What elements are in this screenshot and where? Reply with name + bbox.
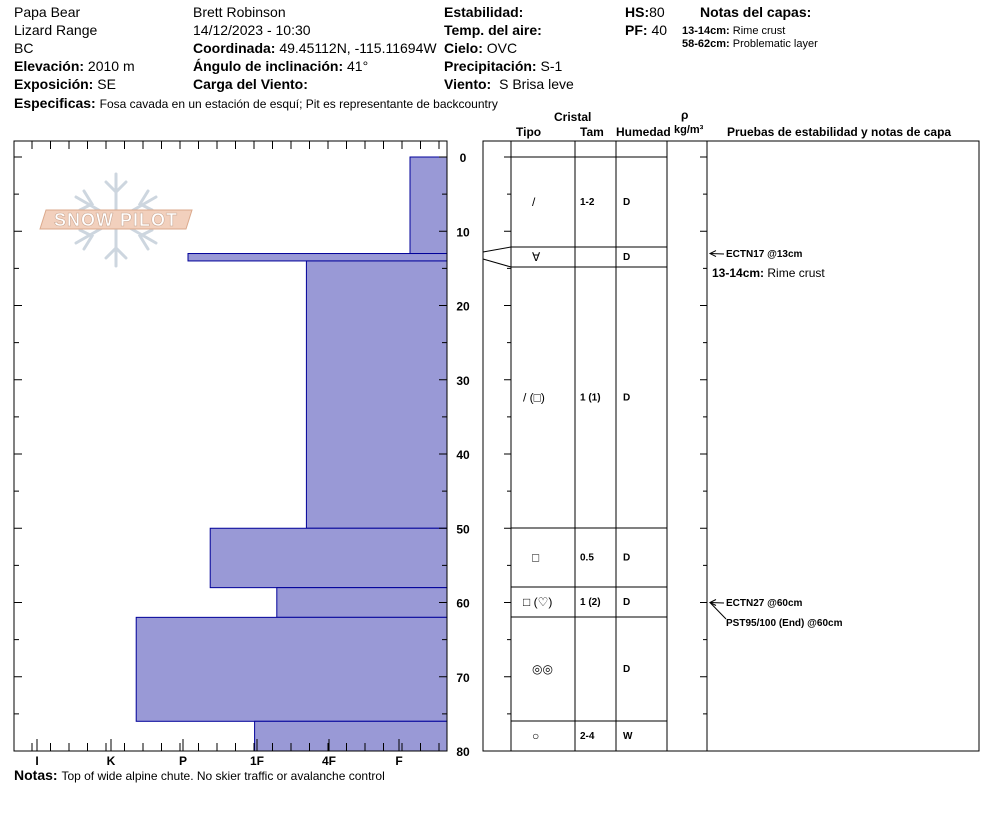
wind-value: S Brisa leve <box>499 76 574 92</box>
moisture-6: D <box>623 664 631 675</box>
stability-test-3: PST95/100 (End) @60cm <box>726 618 843 629</box>
depth-tick-label: 50 <box>456 522 470 537</box>
specifics-label: Especificas: <box>14 95 96 111</box>
size-header: Tam <box>580 125 604 139</box>
sky-label: Cielo: <box>444 40 483 56</box>
density-unit: kg/m³ <box>674 124 704 136</box>
depth-tick-label: 40 <box>456 448 470 462</box>
moisture-7: W <box>623 731 633 742</box>
connector-line <box>483 259 511 267</box>
layer-notes-title: Notas del capas: <box>700 4 812 20</box>
stability-test-1: ECTN17 @13cm <box>726 249 803 260</box>
crystal-header: Cristal <box>554 110 592 124</box>
notes-value: Top of wide alpine chute. No skier traffic or avalanche control <box>61 769 385 783</box>
hs-value: 80 <box>649 4 665 20</box>
crystal-size-4: 0.5 <box>580 552 594 564</box>
crystal-type-6: ◎◎ <box>532 662 553 676</box>
aspect-value: SE <box>97 76 116 92</box>
hardness-tick-label: I <box>35 754 39 768</box>
crystal-type-2: ∀ <box>532 250 541 264</box>
location: Papa Bear <box>14 4 81 20</box>
state: BC <box>14 40 34 56</box>
elevation-label: Elevación: <box>14 58 85 74</box>
depth-tick-label: 60 <box>456 596 470 611</box>
precip-value: S-1 <box>540 58 563 74</box>
moisture-3: D <box>623 392 631 404</box>
air-temp-label: Temp. del aire: <box>444 22 542 38</box>
depth-tick-label: 10 <box>456 225 470 240</box>
hardness-bar-1 <box>410 157 447 254</box>
moisture-4: D <box>623 552 631 564</box>
hardness-bar-3 <box>306 261 447 528</box>
hardness-bar-6 <box>136 617 447 721</box>
crystal-type-5: □ (♡) <box>523 595 553 609</box>
hardness-bar-4 <box>210 528 447 587</box>
snowpilot-logo <box>40 174 192 266</box>
layer-note-1-text: Rime crust <box>732 25 786 37</box>
depth-tick-label: 30 <box>456 373 470 388</box>
slope-value: 41° <box>347 58 369 74</box>
type-header: Tipo <box>516 125 542 139</box>
hardness-bar-2 <box>188 254 447 261</box>
coord-value: 49.45112N, -115.11694W <box>279 40 437 56</box>
moisture-5: D <box>623 597 631 608</box>
layer-note-2-range: 58-62cm: <box>682 38 730 50</box>
observer: Brett Robinson <box>193 4 286 20</box>
hardness-tick-label: K <box>106 754 116 768</box>
depth-tick-label: 70 <box>456 670 470 685</box>
crystal-type-4: □ <box>532 550 540 565</box>
connector-line <box>483 247 511 252</box>
elevation-value: 2010 m <box>87 58 135 74</box>
hardness-bar-5 <box>277 588 447 618</box>
specifics-value: Fosa cavada en un estación de esquí; Pit es representante de backcountry <box>99 97 498 111</box>
hardness-tick-label: 4F <box>321 754 337 768</box>
layer-note-1-range: 13-14cm: <box>682 25 730 37</box>
density-symbol: ρ <box>681 108 689 122</box>
crystal-size-3: 1 (1) <box>580 392 601 404</box>
tests-header: Pruebas de estabilidad y notas de capa <box>727 125 952 139</box>
sky-value: OVC <box>486 40 518 56</box>
depth-tick-label: 80 <box>456 745 470 759</box>
range: Lizard Range <box>14 22 98 38</box>
slope-label: Ángulo de inclinación: <box>193 58 344 74</box>
moisture-2: D <box>623 252 631 263</box>
depth-tick-label: 20 <box>456 299 470 314</box>
crystal-size-1: 1-2 <box>580 197 595 208</box>
crystal-type-3: / (□) <box>523 390 545 405</box>
moisture-header: Humedad <box>616 125 671 139</box>
wind-label: Viento: <box>444 76 492 92</box>
hardness-tick-label: F <box>395 754 403 768</box>
crystal-size-5: 1 (2) <box>580 597 601 608</box>
pf-value: 40 <box>651 22 668 38</box>
footer-notes <box>14 767 385 784</box>
notes-label: Notas: <box>14 767 58 783</box>
test-arrow-line <box>710 603 724 604</box>
coord-label: Coordinada: <box>193 40 276 56</box>
layer-comment-1: 13-14cm: Rime crust <box>712 266 825 280</box>
depth-tick-label: 0 <box>459 151 467 165</box>
crystal-type-1: / <box>532 195 536 209</box>
table-frame <box>483 141 979 751</box>
layer-note-2-text: Problematic layer <box>732 38 818 50</box>
hardness-tick-label: 1F <box>249 754 265 768</box>
hs-label: HS: <box>625 4 650 20</box>
precip-label: Precipitación: <box>444 58 537 74</box>
hardness-bar-7 <box>255 721 447 751</box>
wind-load-label: Carga del Viento: <box>193 76 308 92</box>
crystal-size-7: 2-4 <box>580 731 595 742</box>
aspect-label: Exposición: <box>14 76 94 92</box>
logo-text: SNOW PILOT <box>54 210 178 230</box>
stability-test-2: ECTN27 @60cm <box>726 598 803 609</box>
test-arrow-line <box>710 603 726 620</box>
pf-label: PF: <box>625 22 648 38</box>
moisture-1: D <box>623 197 631 208</box>
stability-label: Estabilidad: <box>444 4 524 20</box>
crystal-type-7: ○ <box>532 729 540 743</box>
hardness-tick-label: P <box>178 754 188 768</box>
datetime: 14/12/2023 - 10:30 <box>193 22 311 38</box>
